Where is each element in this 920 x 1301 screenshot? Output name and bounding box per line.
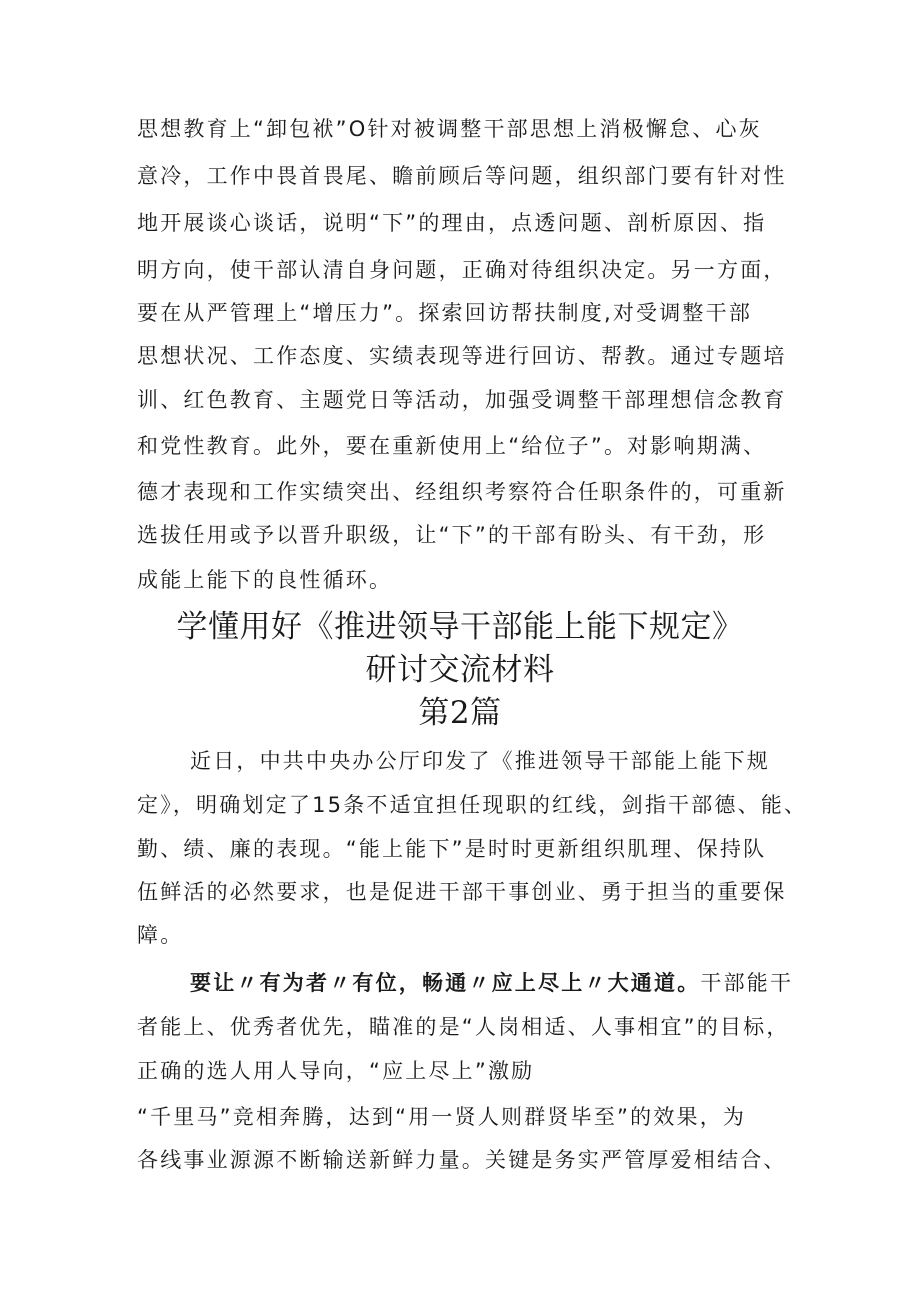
paragraph-line: 要在从严管理上“增压力”。探索回访帮扶制度,对受调整干部 [137, 301, 753, 325]
paragraph-line: 障。 [137, 923, 184, 947]
paragraph-line: 伍鲜活的必然要求，也是促进干部干事创业、勇于担当的重要保 [137, 880, 787, 904]
paragraph-line: 各线事业源源不断输送新鲜力量。关键是务实严管厚爱相结合、 [137, 1148, 787, 1172]
paragraph-line: 思想教育上“卸包袱”O针对被调整干部思想上消极懈怠、心灰 [137, 117, 762, 141]
paragraph-line: 定》，明确划定了15条不适宜担任现职的红线，剑指干部德、能、 [137, 793, 808, 817]
paragraph-line: 近日，中共中央办公厅印发了《推进领导干部能上能下规 [190, 749, 770, 773]
paragraph-line: 地开展谈心谈话，说明“下”的理由，点透问题、剖析原因、指 [137, 211, 767, 235]
paragraph-line: 训、红色教育、主题党日等活动，加强受调整干部理想信念教育 [137, 388, 787, 412]
document-subtitle: 研讨交流材料 [365, 652, 555, 688]
paragraph-line: 正确的选人用人导向，“应上尽上”激励 [137, 1059, 535, 1083]
paragraph-line: 成能上能下的良性循环。 [137, 568, 393, 592]
paragraph-line: 意冷，工作中畏首畏尾、瞻前顾后等问题，组织部门要有针对性 [137, 164, 787, 188]
bold-lead-sentence: 要让〃有为者〃有位，畅通〃应上尽上〃大通道。 [190, 971, 701, 995]
paragraph-line: 选拔任用或予以晋升职级，让“下”的干部有盼头、有干劲，形 [137, 523, 767, 547]
document-title: 学懂用好《推进领导干部能上能下规定》 [176, 609, 744, 645]
paragraph-line: 者能上、优秀者优先，瞄准的是“人岗相适、人事相宜”的目标， [137, 1015, 790, 1039]
paragraph-line [190, 968, 793, 998]
paragraph-line: 德才表现和工作实绩突出、经组织考察符合任职条件的，可重新 [137, 480, 787, 504]
paragraph-line: 思想状况、工作态度、实绩表现等进行回访、帮教。通过专题培 [137, 344, 787, 368]
article-number: 第2篇 [418, 695, 502, 731]
paragraph-line: 明方向，使干部认清自身问题，正确对待组织决定。另一方面， [137, 258, 787, 282]
paragraph-line-rest: 干部能干 [700, 971, 794, 995]
paragraph-line: 和党性教育。此外，要在重新使用上“给位子”。对影响期满、 [137, 434, 767, 458]
paragraph-line: 勤、绩、廉的表现。“能上能下”是时时更新组织肌理、保持队 [137, 837, 767, 861]
paragraph-line: “千里马”竞相奔腾，达到“用一贤人则群贤毕至”的效果，为 [137, 1105, 747, 1129]
